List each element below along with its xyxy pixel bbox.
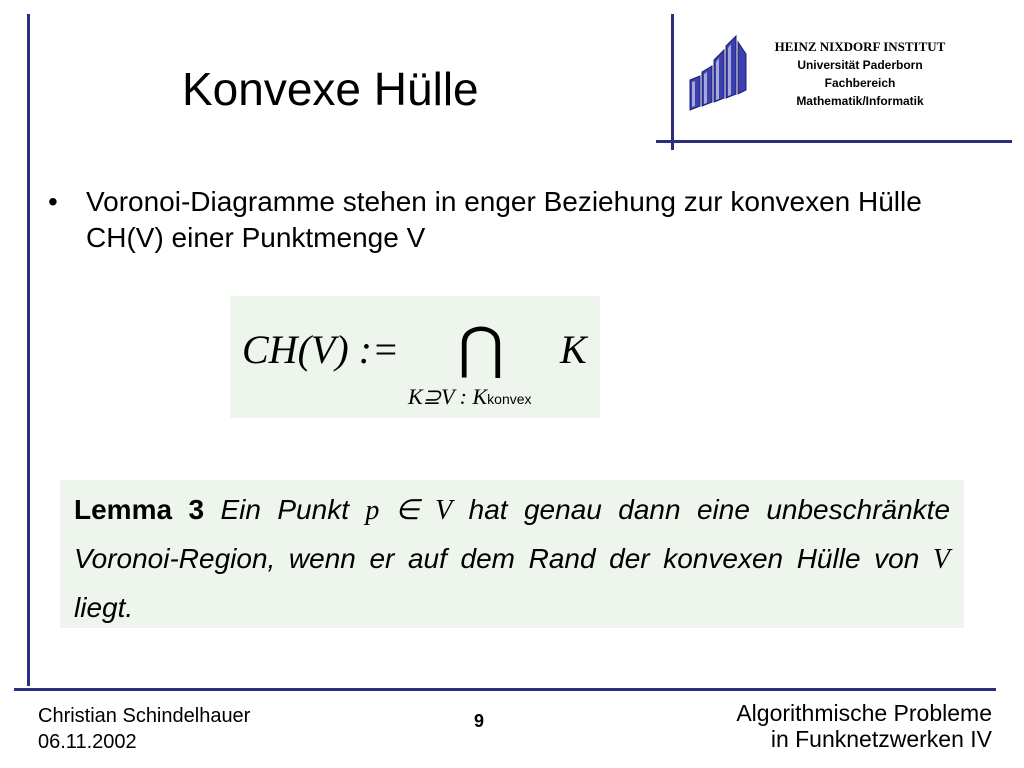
footer-author-block bbox=[38, 703, 250, 755]
formula-subscript bbox=[408, 384, 532, 410]
formula-lhs: CH(V) := bbox=[242, 327, 399, 372]
lemma-math-1: p ∈ V bbox=[365, 495, 453, 526]
bullet-item bbox=[48, 184, 928, 256]
institute-university: Universität Paderborn bbox=[797, 58, 923, 72]
institute-name: HEINZ NIXDORF INSTITUT bbox=[774, 39, 946, 54]
heinz-nixdorf-institute-logo-icon bbox=[686, 32, 748, 114]
bullet-text: Voronoi-Diagramme stehen in enger Beziehung zur konvexen Hülle CH(V) einer Punktmenge V bbox=[86, 186, 922, 253]
footer-course-block bbox=[736, 700, 992, 752]
lemma-part-2: hat genau dann eine unbeschränkte Voronoi-Region, wenn er auf dem Rand der konvexen Hülle von bbox=[74, 494, 951, 574]
header-horizontal-rule bbox=[656, 140, 1012, 143]
header-vertical-rule bbox=[671, 14, 674, 150]
footer-course-line-1: Algorithmische Probleme bbox=[736, 700, 992, 726]
lemma-label: Lemma 3 bbox=[74, 494, 205, 525]
bullet-marker: • bbox=[48, 186, 58, 217]
subscript-math: K⊇V : K bbox=[408, 384, 488, 409]
institute-block bbox=[745, 38, 975, 110]
formula-box bbox=[230, 296, 600, 418]
lemma-part-3: liegt. bbox=[74, 592, 134, 623]
footer-course-line-2: in Funknetzwerken IV bbox=[770, 726, 992, 752]
subscript-text: konvex bbox=[487, 391, 532, 407]
page-number: 9 bbox=[474, 711, 485, 731]
footer-author: Christian Schindelhauer bbox=[38, 705, 251, 727]
slide-title: Konvexe Hülle bbox=[182, 63, 479, 115]
footer-date: 06.11.2002 bbox=[38, 731, 137, 753]
formula-operand: K bbox=[560, 327, 587, 372]
lemma-part-1: Ein Punkt bbox=[220, 494, 349, 525]
lemma-math-2: V bbox=[932, 544, 951, 575]
institute-faculty: Mathematik/Informatik bbox=[796, 94, 924, 108]
frame-left-rule bbox=[27, 14, 30, 686]
lemma-box bbox=[60, 480, 964, 628]
institute-department: Fachbereich bbox=[824, 76, 896, 90]
frame-bottom-rule bbox=[14, 688, 996, 691]
intersection-operator: ⋂ bbox=[458, 318, 504, 380]
lemma-text bbox=[74, 486, 950, 632]
